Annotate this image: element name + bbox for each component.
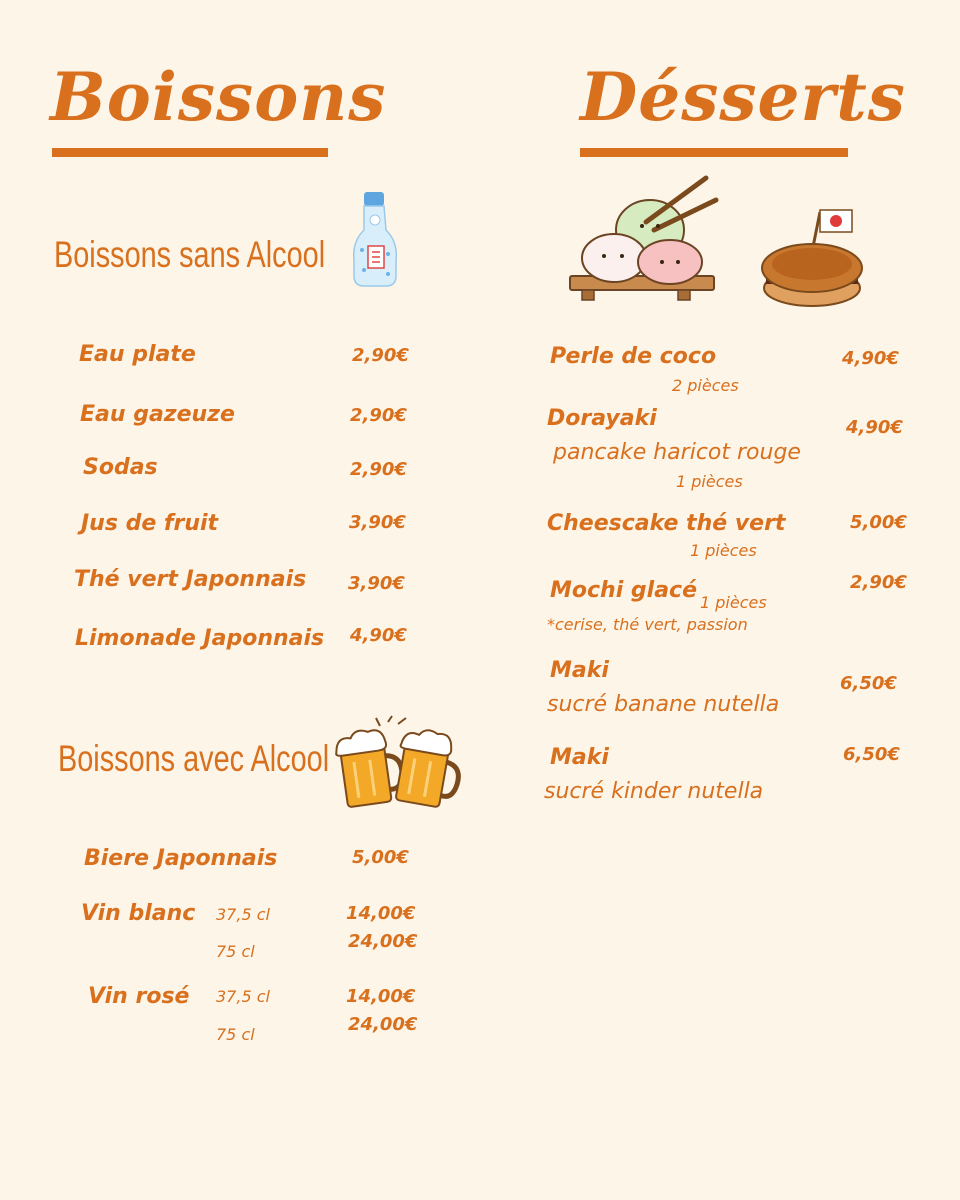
volume-label: 37,5 cl [216, 987, 270, 1006]
drink-price: 2,90€ [350, 459, 407, 480]
sans-alcool-heading: Boissons sans Alcool [54, 234, 326, 275]
dessert-name: Perle de coco [550, 344, 717, 369]
dessert-price: 4,90€ [846, 417, 903, 438]
dessert-price: 2,90€ [850, 572, 907, 593]
pieces-label: 1 pièces [700, 593, 767, 612]
dessert-name: Mochi glacé [550, 578, 698, 603]
desserts-title: Désserts [580, 58, 906, 136]
drink-price: 5,00€ [352, 847, 409, 868]
pieces-label: 1 pièces [676, 472, 743, 491]
dessert-price: 6,50€ [840, 673, 897, 694]
flavor-note: *cerise, thé vert, passion [547, 615, 748, 634]
beer-mugs-icon [330, 716, 460, 812]
drink-price: 2,90€ [352, 345, 409, 366]
dessert-description: sucré kinder nutella [544, 779, 764, 804]
drink-name: Biere Japonnais [84, 846, 278, 871]
dessert-description: pancake haricot rouge [553, 440, 801, 465]
dessert-name: Dorayaki [547, 406, 657, 431]
drink-name: Jus de fruit [81, 511, 219, 536]
drink-price: 24,00€ [348, 1014, 418, 1035]
drink-price: 2,90€ [350, 405, 407, 426]
drink-price: 3,90€ [348, 573, 405, 594]
volume-label: 75 cl [216, 1025, 255, 1044]
dessert-price: 4,90€ [842, 348, 899, 369]
boissons-title-underline [52, 148, 328, 157]
dessert-price: 6,50€ [843, 744, 900, 765]
drink-name: Thé vert Japonnais [74, 567, 307, 592]
drink-price: 14,00€ [346, 903, 416, 924]
desserts-title-underline [580, 148, 848, 157]
pieces-label: 1 pièces [690, 541, 757, 560]
drink-name: Vin blanc [81, 901, 196, 926]
dessert-name: Maki [550, 658, 609, 683]
drink-price: 4,90€ [350, 625, 407, 646]
volume-label: 37,5 cl [216, 905, 270, 924]
dessert-price: 5,00€ [850, 512, 907, 533]
drink-name: Limonade Japonnais [75, 626, 325, 651]
dorayaki-icon [758, 206, 868, 310]
drink-price: 14,00€ [346, 986, 416, 1007]
drink-name: Sodas [83, 455, 158, 480]
volume-label: 75 cl [216, 942, 255, 961]
pieces-label: 2 pièces [672, 376, 739, 395]
avec-alcool-heading: Boissons avec Alcool [58, 738, 330, 779]
drink-name: Eau plate [79, 342, 196, 367]
dessert-description: sucré banane nutella [547, 692, 780, 717]
drink-name: Vin rosé [88, 984, 190, 1009]
ramune-bottle-icon [342, 190, 412, 290]
drink-name: Eau gazeuze [80, 402, 235, 427]
drink-price: 24,00€ [348, 931, 418, 952]
dessert-name: Maki [550, 745, 609, 770]
dessert-name: Cheescake thé vert [547, 511, 786, 536]
boissons-title: Boissons [50, 58, 387, 136]
drink-price: 3,90€ [349, 512, 406, 533]
mochi-icon [566, 172, 722, 312]
